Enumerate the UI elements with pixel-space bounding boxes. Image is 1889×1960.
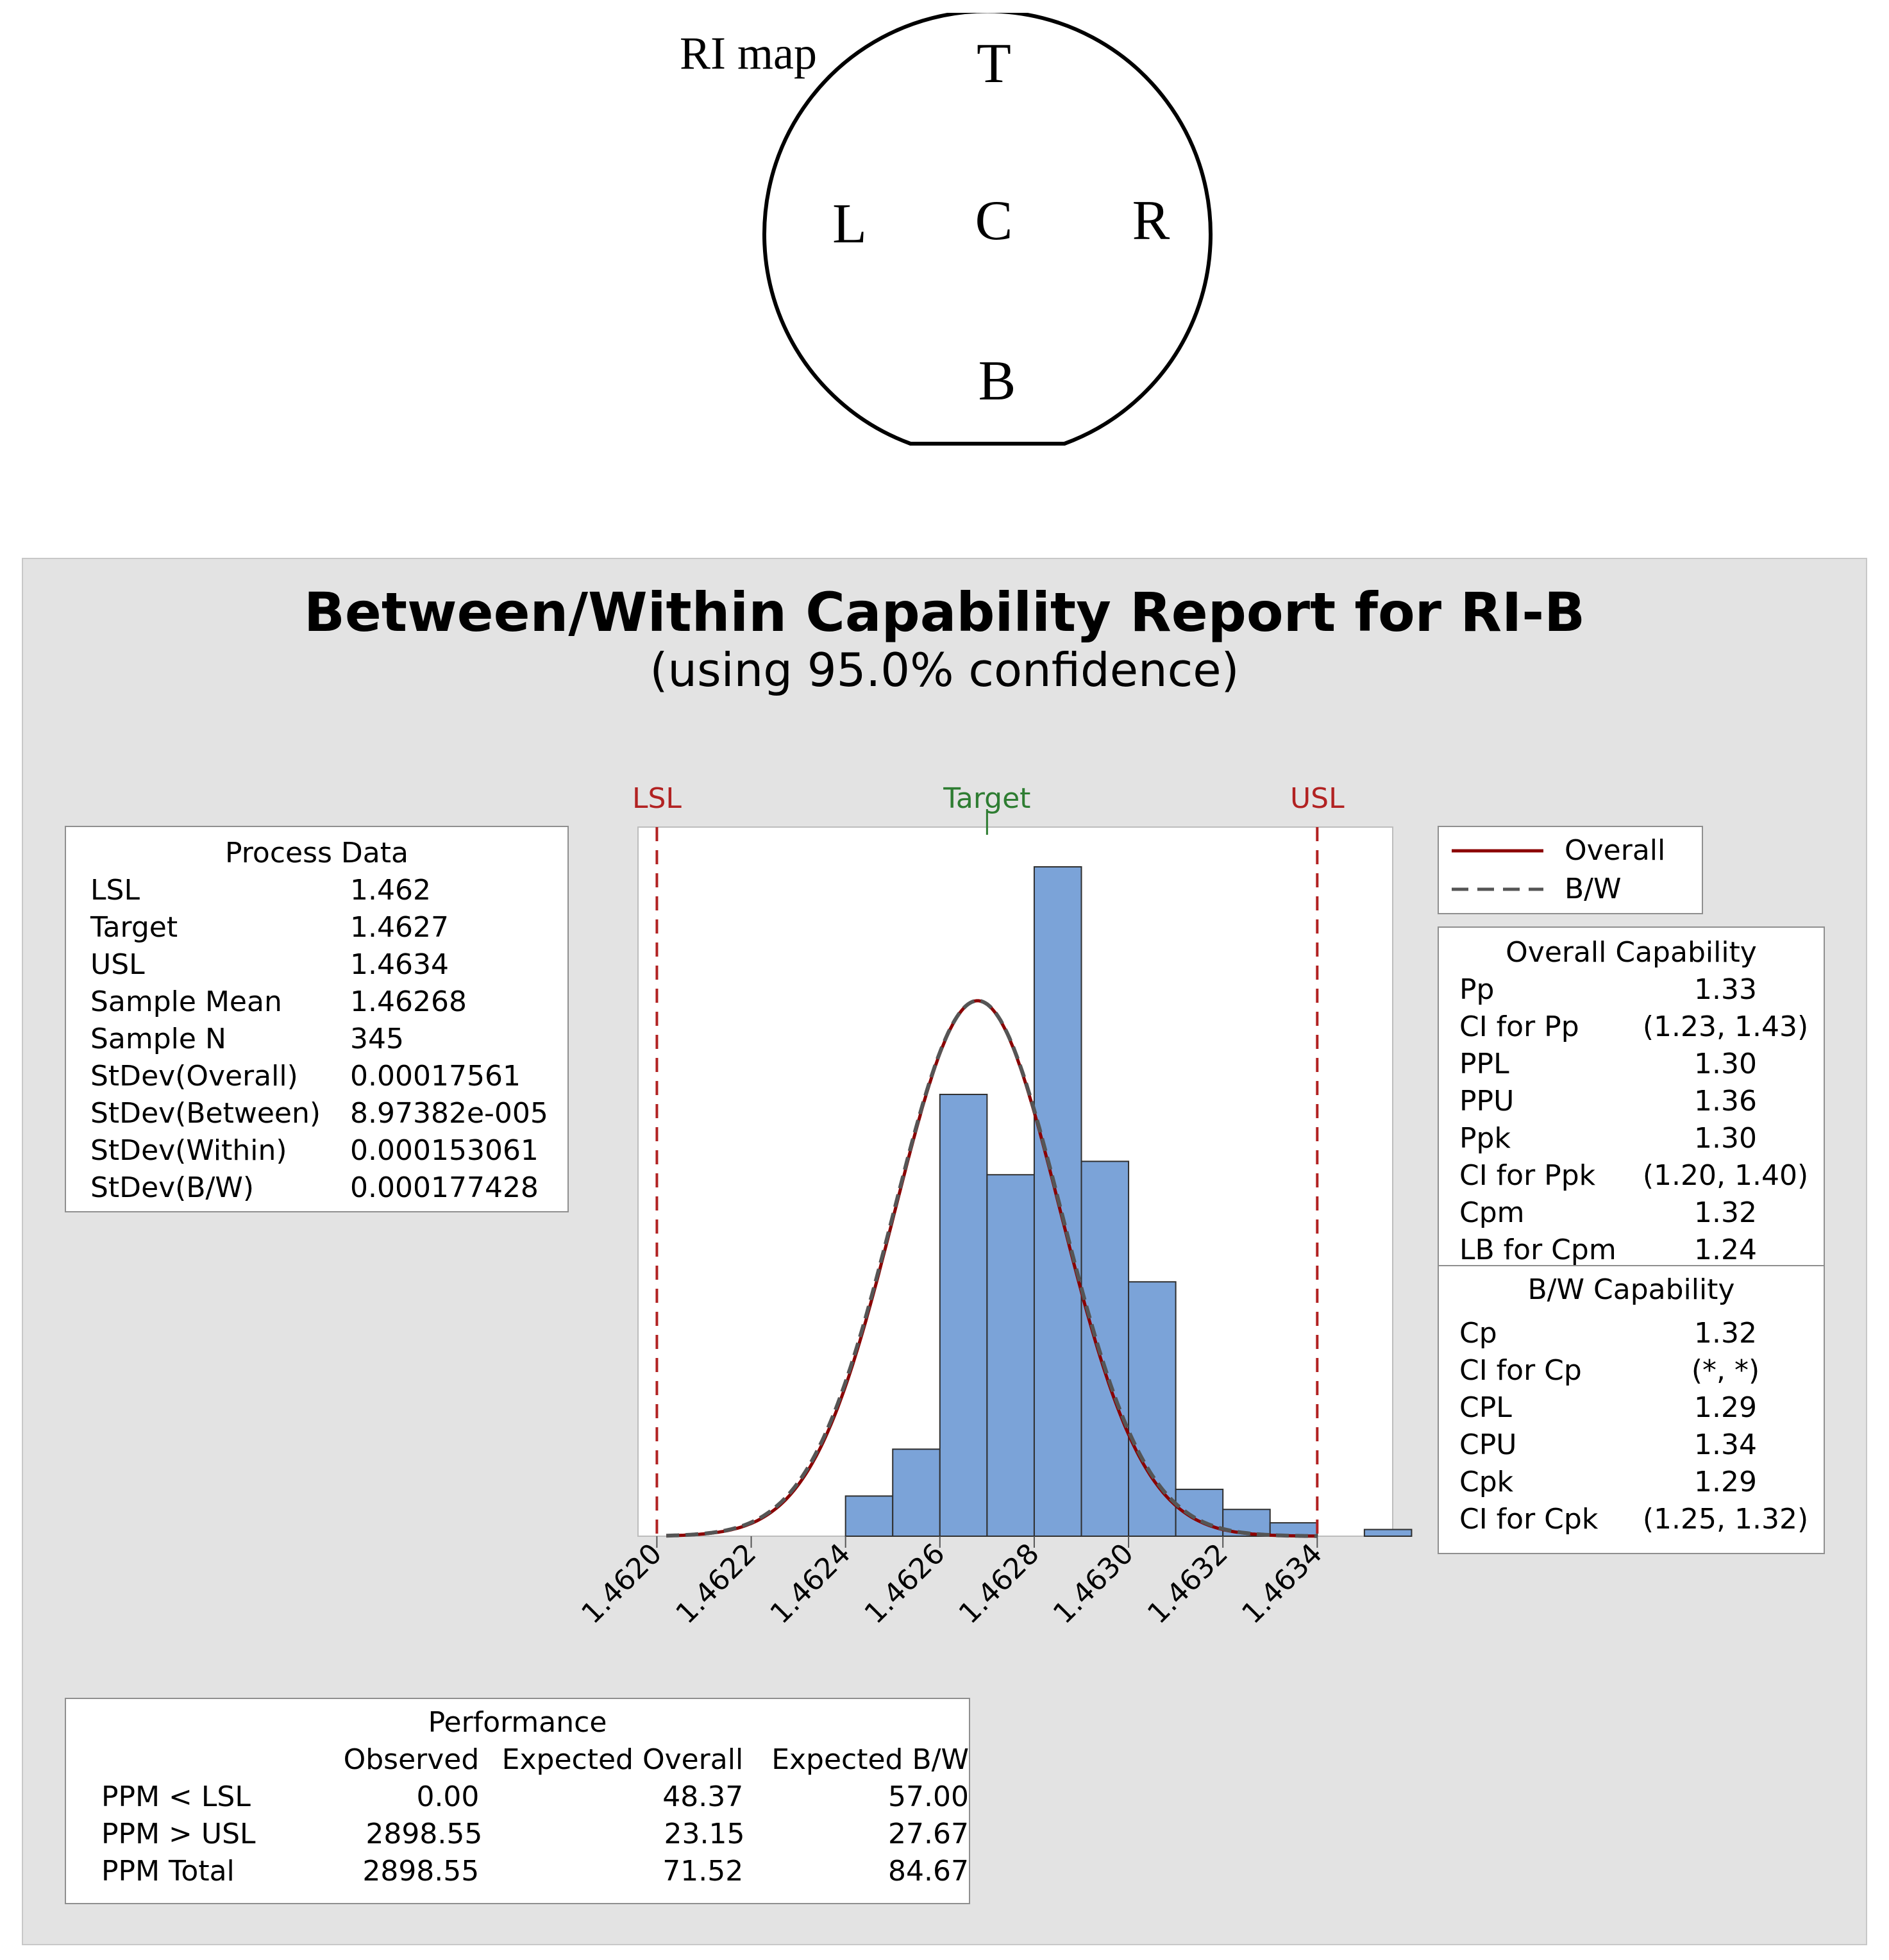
spec-label-target: Target xyxy=(943,782,1031,815)
performance-cell: 2898.55 xyxy=(362,1855,480,1888)
overall-capability-row xyxy=(1459,1046,1824,1083)
row-value: 0.000177428 xyxy=(350,1171,539,1204)
row-value: 1.32 xyxy=(1694,1317,1757,1350)
row-value: 345 xyxy=(350,1023,404,1055)
row-label: CI for Cpk xyxy=(1459,1503,1599,1536)
row-label: CI for Pp xyxy=(1459,1010,1579,1043)
performance-cell: 84.67 xyxy=(888,1855,969,1888)
row-value: 1.30 xyxy=(1694,1048,1757,1080)
row-value: 1.30 xyxy=(1694,1122,1757,1155)
performance-row-label: PPM Total xyxy=(101,1855,235,1888)
performance-row xyxy=(101,1779,969,1816)
row-value: 1.4627 xyxy=(350,911,449,944)
row-label: StDev(Between) xyxy=(90,1097,321,1130)
row-label: StDev(B/W) xyxy=(90,1171,255,1204)
row-value: 1.29 xyxy=(1694,1466,1757,1498)
ri-map-center: C xyxy=(975,190,1013,252)
x-tick-label: 1.4630 xyxy=(1046,1537,1140,1630)
row-label: CI for Ppk xyxy=(1459,1159,1596,1192)
row-value: 1.4634 xyxy=(350,948,449,981)
performance-cell: 48.37 xyxy=(662,1780,744,1813)
process-data-row xyxy=(90,1095,567,1132)
overall-capability-header: Overall Capability xyxy=(1506,936,1757,969)
ri-map-right: R xyxy=(1132,190,1170,252)
row-value: (1.23, 1.43) xyxy=(1642,1010,1809,1043)
process-data-row xyxy=(90,946,567,984)
overall-capability-row xyxy=(1459,1009,1824,1046)
process-data-row xyxy=(90,909,567,946)
performance-col-observed: Observed xyxy=(343,1743,480,1776)
row-label: StDev(Within) xyxy=(90,1134,287,1167)
overall-capability-row xyxy=(1459,971,1824,1009)
process-data-rows xyxy=(90,872,567,1207)
performance-cell: 2898.55 xyxy=(365,1818,483,1850)
row-label: Cpk xyxy=(1459,1466,1514,1498)
row-label: Sample N xyxy=(90,1023,226,1055)
row-label: CPU xyxy=(1459,1428,1517,1461)
overall-capability-row xyxy=(1459,1157,1824,1194)
legend-item-overall xyxy=(1450,832,1702,869)
x-tick-label: 1.4622 xyxy=(669,1537,763,1630)
performance-cell: 27.67 xyxy=(888,1818,969,1850)
x-tick-label: 1.4626 xyxy=(858,1537,952,1630)
process-data-row xyxy=(90,1058,567,1095)
process-data-table xyxy=(65,826,569,1212)
x-tick-label: 1.4628 xyxy=(952,1537,1046,1630)
legend-label-bw: B/W xyxy=(1565,873,1622,905)
row-label: StDev(Overall) xyxy=(90,1060,298,1093)
capability-tables xyxy=(1438,926,1825,1554)
process-data-row xyxy=(90,1021,567,1058)
row-value: 1.34 xyxy=(1694,1428,1757,1461)
row-value: 1.33 xyxy=(1694,973,1757,1006)
x-tick-label: 1.4632 xyxy=(1141,1537,1234,1630)
bw-capability-row xyxy=(1459,1315,1824,1352)
performance-row xyxy=(101,1816,969,1853)
performance-cell: 23.15 xyxy=(664,1818,745,1850)
performance-header: Performance xyxy=(428,1706,607,1739)
performance-column-headers xyxy=(101,1741,969,1779)
legend-item-bw xyxy=(1450,871,1702,908)
legend-line-bw xyxy=(1450,883,1547,896)
bw-capability-row xyxy=(1459,1464,1824,1501)
x-tick-label: 1.4624 xyxy=(764,1537,857,1630)
bw-capability-row xyxy=(1459,1427,1824,1464)
row-value: (1.20, 1.40) xyxy=(1642,1159,1809,1192)
overall-capability-table xyxy=(1439,928,1824,1266)
performance-cell: 71.52 xyxy=(662,1855,744,1888)
overall-capability-row xyxy=(1459,1120,1824,1157)
performance-cell: 57.00 xyxy=(888,1780,969,1813)
performance-col-expected-bw: Expected B/W xyxy=(771,1743,969,1776)
legend-line-overall xyxy=(1450,844,1547,857)
row-label: CI for Cp xyxy=(1459,1354,1582,1387)
bw-capability-row xyxy=(1459,1501,1824,1538)
row-value: 1.24 xyxy=(1694,1234,1757,1266)
bw-capability-table xyxy=(1439,1266,1824,1538)
report-title: Between/Within Capability Report for RI-B xyxy=(303,581,1586,644)
row-label: PPU xyxy=(1459,1085,1515,1118)
row-value: 0.000153061 xyxy=(350,1134,539,1167)
row-label: Cp xyxy=(1459,1317,1497,1350)
spec-label-usl: USL xyxy=(1289,782,1345,815)
row-value: 1.29 xyxy=(1694,1391,1757,1424)
row-value: 1.46268 xyxy=(350,985,467,1018)
x-tick-label: 1.4634 xyxy=(1236,1537,1329,1630)
row-value: 1.32 xyxy=(1694,1196,1757,1229)
overall-capability-row xyxy=(1459,1194,1824,1232)
ri-map-label: RI map xyxy=(680,28,817,79)
row-label: Cpm xyxy=(1459,1196,1525,1229)
row-value: 8.97382e-005 xyxy=(350,1097,548,1130)
performance-row xyxy=(101,1853,969,1890)
row-value: 1.462 xyxy=(350,874,431,907)
bw-capability-rows xyxy=(1459,1315,1824,1538)
row-label: Ppk xyxy=(1459,1122,1511,1155)
bw-capability-row xyxy=(1459,1352,1824,1389)
x-tick-label: 1.4620 xyxy=(575,1537,669,1630)
performance-col-expected-overall: Expected Overall xyxy=(501,1743,744,1776)
ri-map-left: L xyxy=(832,193,867,255)
row-label: Sample Mean xyxy=(90,985,282,1018)
performance-cell: 0.00 xyxy=(416,1780,480,1813)
row-label: LSL xyxy=(90,874,140,907)
row-value: (1.25, 1.32) xyxy=(1642,1503,1809,1536)
row-label: USL xyxy=(90,948,145,981)
legend-label-overall: Overall xyxy=(1565,834,1666,867)
process-data-row xyxy=(90,984,567,1021)
row-label: LB for Cpm xyxy=(1459,1234,1616,1266)
performance-row-label: PPM < LSL xyxy=(101,1780,251,1813)
bw-capability-row xyxy=(1459,1389,1824,1427)
ri-map-top: T xyxy=(977,33,1011,95)
process-data-row xyxy=(90,872,567,909)
overall-capability-rows xyxy=(1459,971,1824,1269)
performance-row-label: PPM > USL xyxy=(101,1818,256,1850)
process-data-row xyxy=(90,1169,567,1207)
row-value: (*, *) xyxy=(1691,1354,1760,1387)
row-label: PPL xyxy=(1459,1048,1509,1080)
row-value: 0.00017561 xyxy=(350,1060,521,1093)
row-label: Target xyxy=(90,911,178,944)
overall-capability-row xyxy=(1459,1083,1824,1120)
overall-capability-row xyxy=(1459,1232,1824,1269)
row-value: 1.36 xyxy=(1694,1085,1757,1118)
performance-table xyxy=(65,1698,970,1904)
chart-legend xyxy=(1438,826,1703,914)
row-label: CPL xyxy=(1459,1391,1512,1424)
bw-capability-header: B/W Capability xyxy=(1527,1273,1735,1306)
spec-label-lsl: LSL xyxy=(632,782,682,815)
report-subtitle: (using 95.0% confidence) xyxy=(650,643,1239,697)
row-label: Pp xyxy=(1459,973,1495,1006)
ri-map-bottom: B xyxy=(978,350,1016,412)
process-data-row xyxy=(90,1132,567,1169)
process-data-header: Process Data xyxy=(225,837,408,869)
performance-rows xyxy=(101,1779,969,1890)
